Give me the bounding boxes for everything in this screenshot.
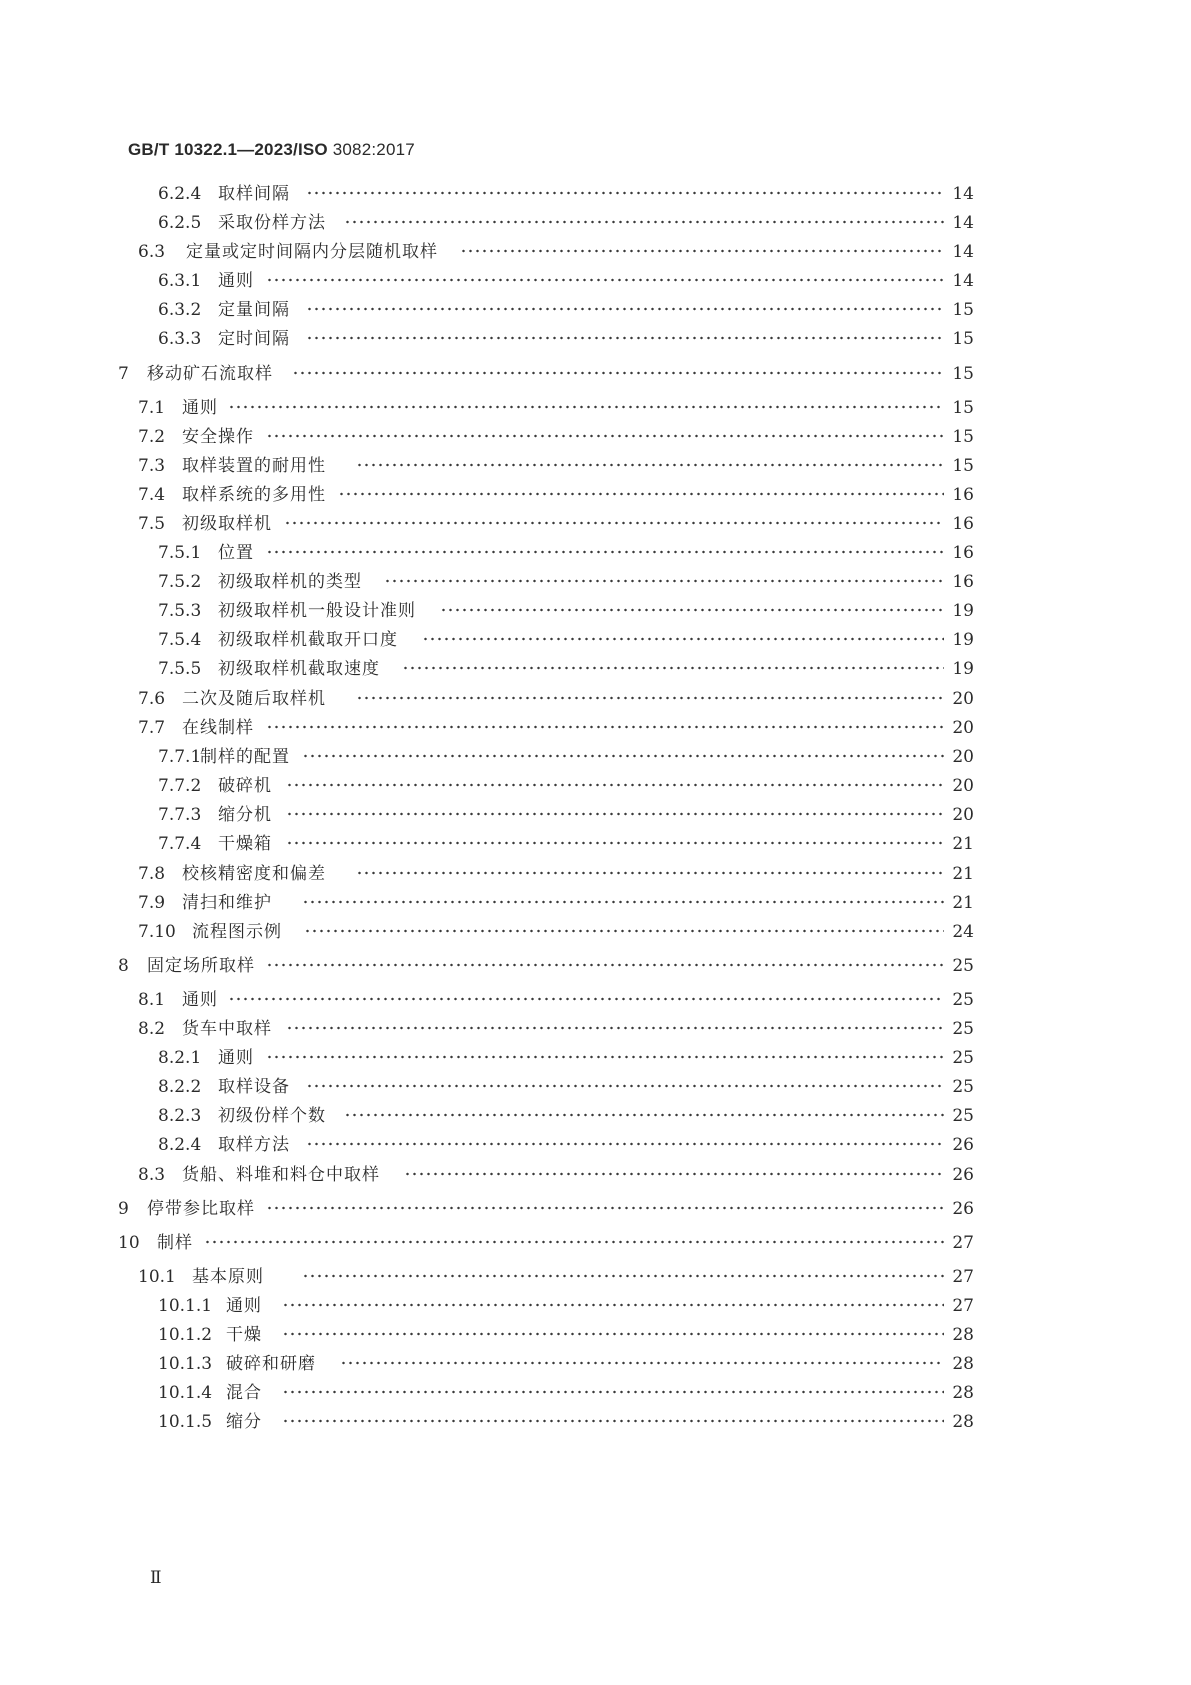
toc-entry[interactable]	[0, 1133, 1191, 1157]
toc-entry-title: 取样设备	[218, 1077, 290, 1097]
toc-entry-title: 安全操作	[182, 427, 254, 447]
toc-entry-title: 定量或定时间隔内分层随机取样	[186, 242, 438, 262]
toc-entry-title: 基本原则	[192, 1267, 264, 1287]
toc-dot-leader	[344, 215, 944, 229]
toc-entry-page: 20	[952, 718, 974, 738]
toc-entry-number: 7.7.3	[158, 805, 202, 825]
iso-code: 3082:2017	[327, 140, 415, 159]
toc-entry-number: 8.2.3	[158, 1106, 202, 1126]
toc-entry-title: 初级取样机截取速度	[218, 659, 380, 679]
toc-entry-page: 16	[952, 543, 974, 563]
toc-entry-number: 8.1	[138, 990, 166, 1010]
toc-entry-title: 初级取样机一般设计准则	[218, 601, 416, 621]
toc-entry-number: 6.3.1	[158, 271, 202, 291]
toc-entry[interactable]	[0, 483, 1191, 507]
toc-entry[interactable]	[0, 1231, 1191, 1255]
toc-entry[interactable]	[0, 454, 1191, 478]
toc-entry[interactable]	[0, 832, 1191, 856]
toc-entry[interactable]	[0, 745, 1191, 769]
toc-entry-title: 在线制样	[182, 718, 254, 738]
toc-entry-number: 7.7.4	[158, 834, 202, 854]
toc-entry-number: 10.1.2	[158, 1325, 213, 1345]
toc-entry-page: 25	[952, 1019, 974, 1039]
toc-entry-title: 破碎机	[218, 776, 272, 796]
toc-dot-leader	[266, 1201, 944, 1215]
toc-dot-leader	[282, 1298, 944, 1312]
toc-dot-leader	[286, 836, 944, 850]
toc-entry-title: 固定场所取样	[147, 956, 255, 976]
toc-entry-number: 7.5.5	[158, 659, 202, 679]
toc-entry-number: 7.5.3	[158, 601, 202, 621]
toc-entry[interactable]	[0, 362, 1191, 386]
page-number: Ⅱ	[150, 1568, 162, 1588]
toc-entry-page: 25	[952, 1048, 974, 1068]
toc-entry-number: 7.9	[138, 893, 166, 913]
toc-entry[interactable]	[0, 687, 1191, 711]
toc-dot-leader	[422, 632, 944, 646]
toc-entry-title: 通则	[218, 271, 254, 291]
toc-entry-title: 通则	[226, 1296, 262, 1316]
toc-dot-leader	[306, 302, 944, 316]
toc-entry-number: 7.3	[138, 456, 166, 476]
toc-dot-leader	[306, 186, 944, 200]
toc-dot-leader	[282, 1414, 944, 1428]
toc-dot-leader	[402, 661, 944, 675]
toc-entry-page: 26	[952, 1135, 974, 1155]
toc-dot-leader	[282, 1385, 944, 1399]
toc-dot-leader	[282, 1327, 944, 1341]
toc-dot-leader	[204, 1235, 944, 1249]
toc-entry[interactable]	[0, 1265, 1191, 1289]
toc-entry-page: 16	[952, 485, 974, 505]
toc-entry-title: 校核精密度和偏差	[182, 864, 326, 884]
toc-entry-number: 8.2.1	[158, 1048, 202, 1068]
toc-entry-title: 停带参比取样	[147, 1199, 255, 1219]
toc-entry-title: 采取份样方法	[218, 213, 326, 233]
toc-entry[interactable]	[0, 1197, 1191, 1221]
toc-dot-leader	[440, 603, 944, 617]
toc-entry-title: 缩分机	[218, 805, 272, 825]
toc-entry[interactable]	[0, 628, 1191, 652]
toc-entry-page: 25	[952, 956, 974, 976]
toc-entry[interactable]	[0, 1104, 1191, 1128]
toc-entry-number: 7.5.1	[158, 543, 202, 563]
toc-dot-leader	[284, 516, 944, 530]
toc-entry[interactable]	[0, 211, 1191, 235]
toc-entry-title: 通则	[182, 990, 218, 1010]
toc-entry-title: 定时间隔	[218, 329, 290, 349]
toc-entry-page: 19	[952, 601, 974, 621]
toc-dot-leader	[266, 273, 944, 287]
toc-dot-leader	[286, 778, 944, 792]
toc-entry-title: 货船、料堆和料仓中取样	[182, 1165, 380, 1185]
toc-entry-number: 7.5.4	[158, 630, 202, 650]
toc-entry-title: 取样方法	[218, 1135, 290, 1155]
toc-entry[interactable]	[0, 570, 1191, 594]
toc-entry[interactable]	[0, 988, 1191, 1012]
toc-dot-leader	[302, 749, 944, 763]
toc-entry-page: 27	[952, 1233, 974, 1253]
toc-dot-leader	[356, 458, 944, 472]
toc-entry-title: 取样间隔	[218, 184, 290, 204]
toc-dot-leader	[304, 924, 944, 938]
toc-entry-page: 25	[952, 1077, 974, 1097]
toc-dot-leader	[266, 429, 944, 443]
toc-entry-number: 8.2.2	[158, 1077, 202, 1097]
toc-entry-page: 20	[952, 805, 974, 825]
toc-entry-number: 7.2	[138, 427, 166, 447]
toc-entry-page: 27	[952, 1267, 974, 1287]
toc-entry-number: 10.1.3	[158, 1354, 213, 1374]
toc-entry-number: 6.3.3	[158, 329, 202, 349]
toc-entry-page: 28	[952, 1383, 974, 1403]
toc-entry[interactable]	[0, 862, 1191, 886]
toc-dot-leader	[302, 895, 944, 909]
toc-entry-title: 位置	[218, 543, 254, 563]
toc-entry-page: 15	[952, 329, 974, 349]
toc-entry-page: 14	[952, 213, 974, 233]
toc-entry-number: 7	[118, 364, 129, 384]
toc-entry[interactable]	[0, 1294, 1191, 1318]
toc-entry-number: 10.1.4	[158, 1383, 213, 1403]
toc-entry-number: 8.2.4	[158, 1135, 202, 1155]
toc-entry-page: 28	[952, 1354, 974, 1374]
toc-entry-page: 24	[952, 922, 974, 942]
toc-dot-leader	[356, 866, 944, 880]
toc-dot-leader	[266, 958, 944, 972]
toc-entry-title: 缩分	[226, 1412, 262, 1432]
toc-entry-page: 26	[952, 1199, 974, 1219]
iso-reference: ISO	[297, 140, 328, 159]
toc-entry[interactable]	[0, 1075, 1191, 1099]
standard-code: GB/T 10322.1—2023/	[128, 140, 298, 159]
toc-dot-leader	[228, 400, 944, 414]
toc-dot-leader	[306, 1137, 944, 1151]
toc-entry-number: 7.5	[138, 514, 166, 534]
toc-entry[interactable]	[0, 891, 1191, 915]
toc-entry-page: 21	[952, 893, 974, 913]
toc-dot-leader	[228, 992, 944, 1006]
toc-entry[interactable]	[0, 774, 1191, 798]
toc-dot-leader	[356, 691, 944, 705]
toc-entry-title: 通则	[218, 1048, 254, 1068]
toc-entry-page: 14	[952, 271, 974, 291]
toc-entry[interactable]	[0, 269, 1191, 293]
toc-entry-page: 15	[952, 427, 974, 447]
toc-entry-page: 15	[952, 398, 974, 418]
toc-entry-page: 28	[952, 1325, 974, 1345]
toc-entry-page: 14	[952, 242, 974, 262]
toc-entry-number: 7.8	[138, 864, 166, 884]
toc-entry-number: 7.4	[138, 485, 166, 505]
toc-dot-leader	[460, 244, 944, 258]
toc-entry-title: 货车中取样	[182, 1019, 272, 1039]
toc-entry-page: 15	[952, 456, 974, 476]
toc-entry-number: 10.1.1	[158, 1296, 213, 1316]
toc-entry-page: 15	[952, 364, 974, 384]
toc-entry-title: 定量间隔	[218, 300, 290, 320]
toc-dot-leader	[338, 487, 944, 501]
toc-entry[interactable]	[0, 327, 1191, 351]
toc-entry-number: 6.2.4	[158, 184, 202, 204]
toc-entry-title: 初级份样个数	[218, 1106, 326, 1126]
toc-entry-title: 干燥箱	[218, 834, 272, 854]
toc-entry-title: 初级取样机截取开口度	[218, 630, 398, 650]
toc-dot-leader	[306, 331, 944, 345]
toc-entry-page: 16	[952, 572, 974, 592]
toc-entry-title: 制样	[157, 1233, 193, 1253]
toc-entry-number: 6.2.5	[158, 213, 202, 233]
toc-dot-leader	[266, 545, 944, 559]
toc-entry-title: 取样装置的耐用性	[182, 456, 326, 476]
toc-entry-title: 干燥	[226, 1325, 262, 1345]
toc-entry-number: 10.1	[138, 1267, 176, 1287]
toc-entry-title: 清扫和维护	[182, 893, 272, 913]
toc-dot-leader	[344, 1108, 944, 1122]
toc-entry-number: 7.7.2	[158, 776, 202, 796]
toc-entry-number: 8.3	[138, 1165, 166, 1185]
toc-entry[interactable]	[0, 954, 1191, 978]
toc-entry-page: 21	[952, 834, 974, 854]
toc-entry[interactable]	[0, 541, 1191, 565]
toc-entry[interactable]	[0, 716, 1191, 740]
toc-entry-title: 破碎和研磨	[226, 1354, 316, 1374]
toc-entry-number: 7.7.1	[158, 747, 202, 767]
toc-entry-title: 初级取样机的类型	[218, 572, 362, 592]
toc-entry-page: 26	[952, 1165, 974, 1185]
toc-entry[interactable]	[0, 1323, 1191, 1347]
toc-entry[interactable]	[0, 240, 1191, 264]
toc-entry-page: 21	[952, 864, 974, 884]
toc-entry-page: 25	[952, 1106, 974, 1126]
toc-entry-page: 19	[952, 659, 974, 679]
toc-entry-page: 16	[952, 514, 974, 534]
toc-entry[interactable]	[0, 1352, 1191, 1376]
toc-dot-leader	[306, 1079, 944, 1093]
toc-entry-page: 19	[952, 630, 974, 650]
toc-entry[interactable]	[0, 512, 1191, 536]
toc-entry-title: 移动矿石流取样	[147, 364, 273, 384]
toc-dot-leader	[266, 720, 944, 734]
toc-dot-leader	[292, 366, 944, 380]
toc-entry-page: 20	[952, 776, 974, 796]
toc-entry-page: 14	[952, 184, 974, 204]
toc-entry-page: 15	[952, 300, 974, 320]
toc-entry-page: 28	[952, 1412, 974, 1432]
toc-entry[interactable]	[0, 599, 1191, 623]
toc-entry[interactable]	[0, 920, 1191, 944]
toc-entry-title: 初级取样机	[182, 514, 272, 534]
toc-entry-page: 20	[952, 689, 974, 709]
toc-dot-leader	[384, 574, 944, 588]
toc-entry-title: 流程图示例	[192, 922, 282, 942]
toc-entry-number: 10.1.5	[158, 1412, 213, 1432]
toc-entry-page: 25	[952, 990, 974, 1010]
toc-dot-leader	[404, 1167, 944, 1181]
toc-entry-title: 取样系统的多用性	[182, 485, 326, 505]
toc-entry[interactable]	[0, 1381, 1191, 1405]
toc-entry-number: 6.3	[138, 242, 166, 262]
toc-dot-leader	[266, 1050, 944, 1064]
toc-entry-number: 6.3.2	[158, 300, 202, 320]
toc-entry-number: 9	[118, 1199, 129, 1219]
toc-entry-number: 10	[118, 1233, 140, 1253]
toc-entry[interactable]	[0, 1410, 1191, 1434]
toc-entry[interactable]	[0, 657, 1191, 681]
toc-entry-number: 7.5.2	[158, 572, 202, 592]
toc-entry-number: 7.6	[138, 689, 166, 709]
toc-entry-number: 7.1	[138, 398, 166, 418]
toc-entry-number: 8.2	[138, 1019, 166, 1039]
toc-entry[interactable]	[0, 1046, 1191, 1070]
toc-entry-number: 7.7	[138, 718, 166, 738]
toc-entry[interactable]	[0, 396, 1191, 420]
toc-entry-title: 通则	[182, 398, 218, 418]
toc-entry[interactable]	[0, 803, 1191, 827]
toc-entry[interactable]	[0, 182, 1191, 206]
toc-entry[interactable]	[0, 1163, 1191, 1187]
toc-entry-page: 20	[952, 747, 974, 767]
toc-entry-title: 混合	[226, 1383, 262, 1403]
toc-entry-number: 8	[118, 956, 129, 976]
toc-entry[interactable]	[0, 425, 1191, 449]
toc-entry-number: 7.10	[138, 922, 176, 942]
toc-entry-title: 制样的配置	[200, 747, 290, 767]
toc-entry[interactable]	[0, 1017, 1191, 1041]
toc-dot-leader	[286, 807, 944, 821]
toc-entry-title: 二次及随后取样机	[182, 689, 326, 709]
toc-dot-leader	[340, 1356, 944, 1370]
toc-entry[interactable]	[0, 298, 1191, 322]
toc-entry-page: 27	[952, 1296, 974, 1316]
toc-dot-leader	[302, 1269, 944, 1283]
toc-dot-leader	[286, 1021, 944, 1035]
